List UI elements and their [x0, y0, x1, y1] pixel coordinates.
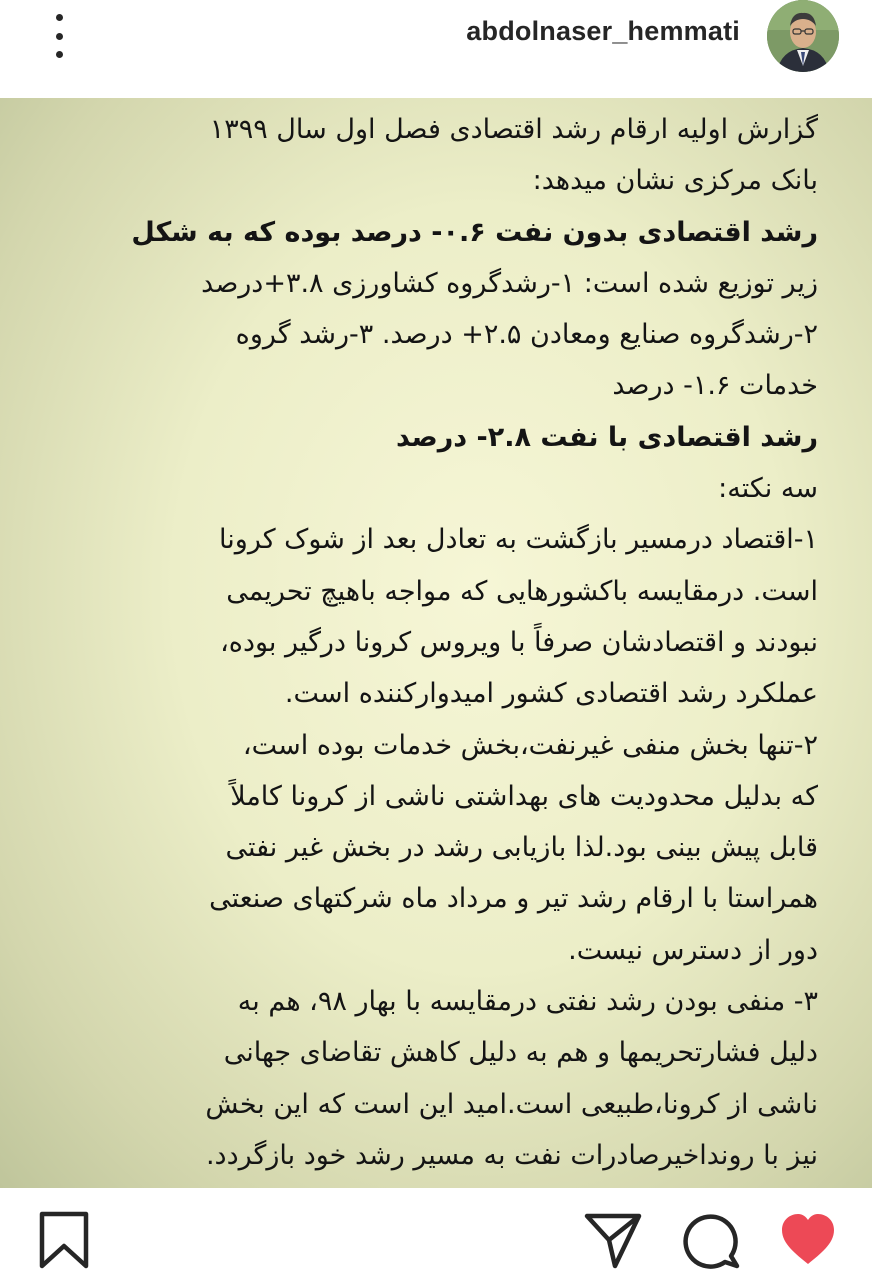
avatar-image: [767, 0, 839, 72]
text-line: ناشی از کرونا،طبیعی است.امید این است که این بخش: [205, 1088, 818, 1120]
post-header: [0, 0, 872, 98]
text-line: رشد اقتصادی بدون نفت ۰.۶- درصد بوده که به شکل: [131, 216, 818, 248]
send-icon[interactable]: [583, 1210, 643, 1270]
text-line: رشد اقتصادی با نفت ۲.۸- درصد: [396, 421, 818, 453]
text-line: که بدلیل محدودیت های بهداشتی ناشی از کرونا کاملاً: [230, 780, 818, 812]
text-line: دلیل فشارتحریمها و هم به دلیل کاهش تقاضای جهانی: [223, 1037, 818, 1069]
post-caption-text: [58, 104, 818, 1181]
post-actions-bar: [0, 1188, 872, 1280]
text-line: زیر توزیع شده است: ۱-رشدگروه کشاورزی ۳.۸+درصد: [201, 267, 818, 299]
text-line: همراستا با ارقام رشد تیر و مرداد ماه شرکتهای صنعتی: [209, 883, 818, 915]
bookmark-icon[interactable]: [34, 1210, 94, 1270]
text-line: ۳- منفی بودن رشد نفتی درمقایسه با بهار ۹۸، هم به: [237, 986, 818, 1018]
text-line: نبودند و اقتصادشان صرفاً با ویروس کرونا درگیر بوده،: [220, 626, 818, 658]
text-line: خدمات ۱.۶- درصد: [612, 370, 818, 402]
text-line: گزارش اولیه ارقام رشد اقتصادی فصل اول سال ۱۳۹۹: [209, 114, 818, 145]
text-line: است. درمقایسه باکشورهایی که مواجه باهیچ تحریمی: [226, 575, 818, 607]
comment-icon[interactable]: [681, 1210, 741, 1270]
text-line: ۱-اقتصاد درمسیر بازگشت به تعادل بعد از شوک کرونا: [219, 524, 818, 556]
avatar[interactable]: [767, 0, 839, 72]
text-line: دور از دسترس نیست.: [568, 934, 818, 966]
post-image[interactable]: [0, 98, 872, 1188]
text-line: سه نکته:: [718, 473, 818, 505]
text-line: ۲-تنها بخش منفی غیرنفت،بخش خدمات بوده است،: [242, 729, 818, 761]
text-line: عملکرد رشد اقتصادی کشور امیدوارکننده است.: [284, 678, 818, 710]
text-line: بانک مرکزی نشان میدهد:: [532, 165, 818, 197]
text-line: نیز با رونداخیرصادرات نفت به مسیر رشد خود بازگردد.: [205, 1139, 818, 1171]
text-line: ۲-رشدگروه صنایع ومعادن ۲.۵+ درصد. ۳-رشد گروه: [235, 319, 818, 351]
more-options-icon[interactable]: [44, 14, 74, 58]
heart-shape: [782, 1214, 834, 1264]
username[interactable]: abdolnaser_hemmati: [466, 16, 740, 46]
text-line: قابل پیش بینی بود.لذا بازیابی رشد در بخش غیر نفتی: [225, 832, 818, 864]
heart-icon[interactable]: [778, 1210, 838, 1270]
